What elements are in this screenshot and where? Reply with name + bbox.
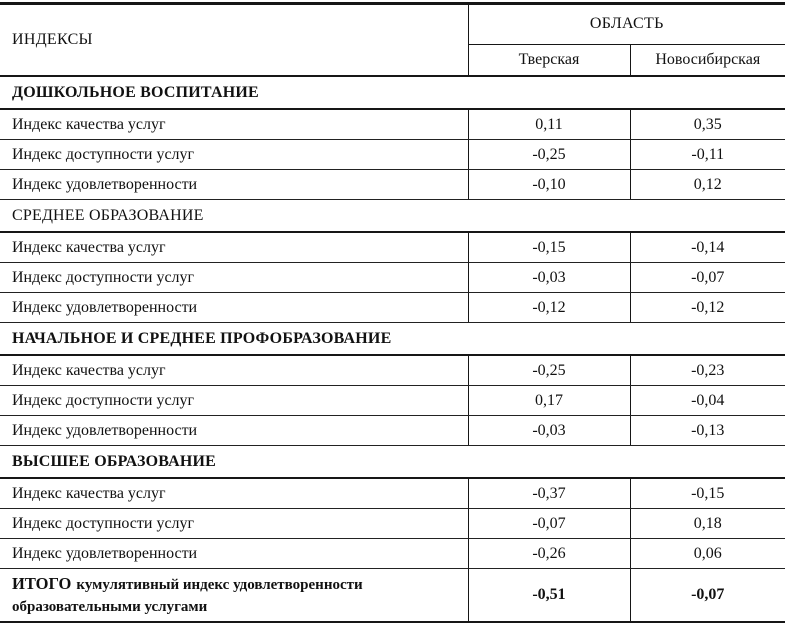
table-row — [0, 109, 785, 140]
total-label-keyword: ИТОГО — [12, 574, 72, 593]
value-cell: 0,11 — [468, 109, 630, 140]
value-cell: -0,12 — [630, 293, 785, 323]
value-cell: 0,17 — [468, 386, 630, 416]
section-title-higher: ВЫСШЕЕ ОБРАЗОВАНИЕ — [0, 446, 785, 479]
value-cell: -0,03 — [468, 263, 630, 293]
total-value-cell: -0,51 — [468, 569, 630, 623]
table-row — [0, 416, 785, 446]
row-label: Индекс удовлетворенности — [0, 170, 468, 200]
row-label: Индекс качества услуг — [0, 232, 468, 263]
section-row — [0, 200, 785, 233]
row-label: Индекс доступности услуг — [0, 509, 468, 539]
row-label: Индекс удовлетворенности — [0, 293, 468, 323]
table-row — [0, 263, 785, 293]
row-label: Индекс удовлетворенности — [0, 539, 468, 569]
column-header-novosibirskaya: Новосибирская — [630, 44, 785, 76]
row-label: Индекс удовлетворенности — [0, 416, 468, 446]
value-cell: 0,06 — [630, 539, 785, 569]
column-header-indexes: ИНДЕКСЫ — [0, 4, 468, 77]
value-cell: -0,14 — [630, 232, 785, 263]
value-cell: 0,18 — [630, 509, 785, 539]
table-row — [0, 293, 785, 323]
total-label — [0, 569, 468, 623]
table-row — [0, 140, 785, 170]
value-cell: -0,07 — [630, 263, 785, 293]
value-cell: -0,12 — [468, 293, 630, 323]
table-row — [0, 232, 785, 263]
value-cell: -0,11 — [630, 140, 785, 170]
table-row — [0, 386, 785, 416]
value-cell: -0,15 — [630, 478, 785, 509]
value-cell: -0,23 — [630, 355, 785, 386]
section-row — [0, 76, 785, 109]
total-label-description: кумулятивный индекс удовлетворенности образовательными услугами — [12, 577, 363, 615]
row-label: Индекс качества услуг — [0, 478, 468, 509]
section-title-vocational: НАЧАЛЬНОЕ И СРЕДНЕЕ ПРОФОБРАЗОВАНИЕ — [0, 323, 785, 356]
value-cell: -0,37 — [468, 478, 630, 509]
value-cell: -0,25 — [468, 140, 630, 170]
value-cell: -0,04 — [630, 386, 785, 416]
value-cell: -0,13 — [630, 416, 785, 446]
total-row — [0, 569, 785, 623]
row-label: Индекс доступности услуг — [0, 140, 468, 170]
column-group-oblast: ОБЛАСТЬ — [468, 4, 785, 45]
table-row — [0, 355, 785, 386]
value-cell: -0,26 — [468, 539, 630, 569]
section-row — [0, 323, 785, 356]
value-cell: -0,10 — [468, 170, 630, 200]
value-cell: 0,35 — [630, 109, 785, 140]
row-label: Индекс доступности услуг — [0, 263, 468, 293]
row-label: Индекс качества услуг — [0, 355, 468, 386]
section-title-preschool: ДОШКОЛЬНОЕ ВОСПИТАНИЕ — [0, 76, 785, 109]
total-value-cell: -0,07 — [630, 569, 785, 623]
row-label: Индекс доступности услуг — [0, 386, 468, 416]
value-cell: 0,12 — [630, 170, 785, 200]
table-row — [0, 539, 785, 569]
table-row — [0, 170, 785, 200]
value-cell: -0,07 — [468, 509, 630, 539]
indices-table — [0, 2, 785, 623]
value-cell: -0,03 — [468, 416, 630, 446]
value-cell: -0,15 — [468, 232, 630, 263]
table-row — [0, 509, 785, 539]
table-row — [0, 478, 785, 509]
section-title-secondary: СРЕДНЕЕ ОБРАЗОВАНИЕ — [0, 200, 785, 233]
section-row — [0, 446, 785, 479]
row-label: Индекс качества услуг — [0, 109, 468, 140]
header-row-group — [0, 4, 785, 45]
value-cell: -0,25 — [468, 355, 630, 386]
column-header-tverskaya: Тверская — [468, 44, 630, 76]
